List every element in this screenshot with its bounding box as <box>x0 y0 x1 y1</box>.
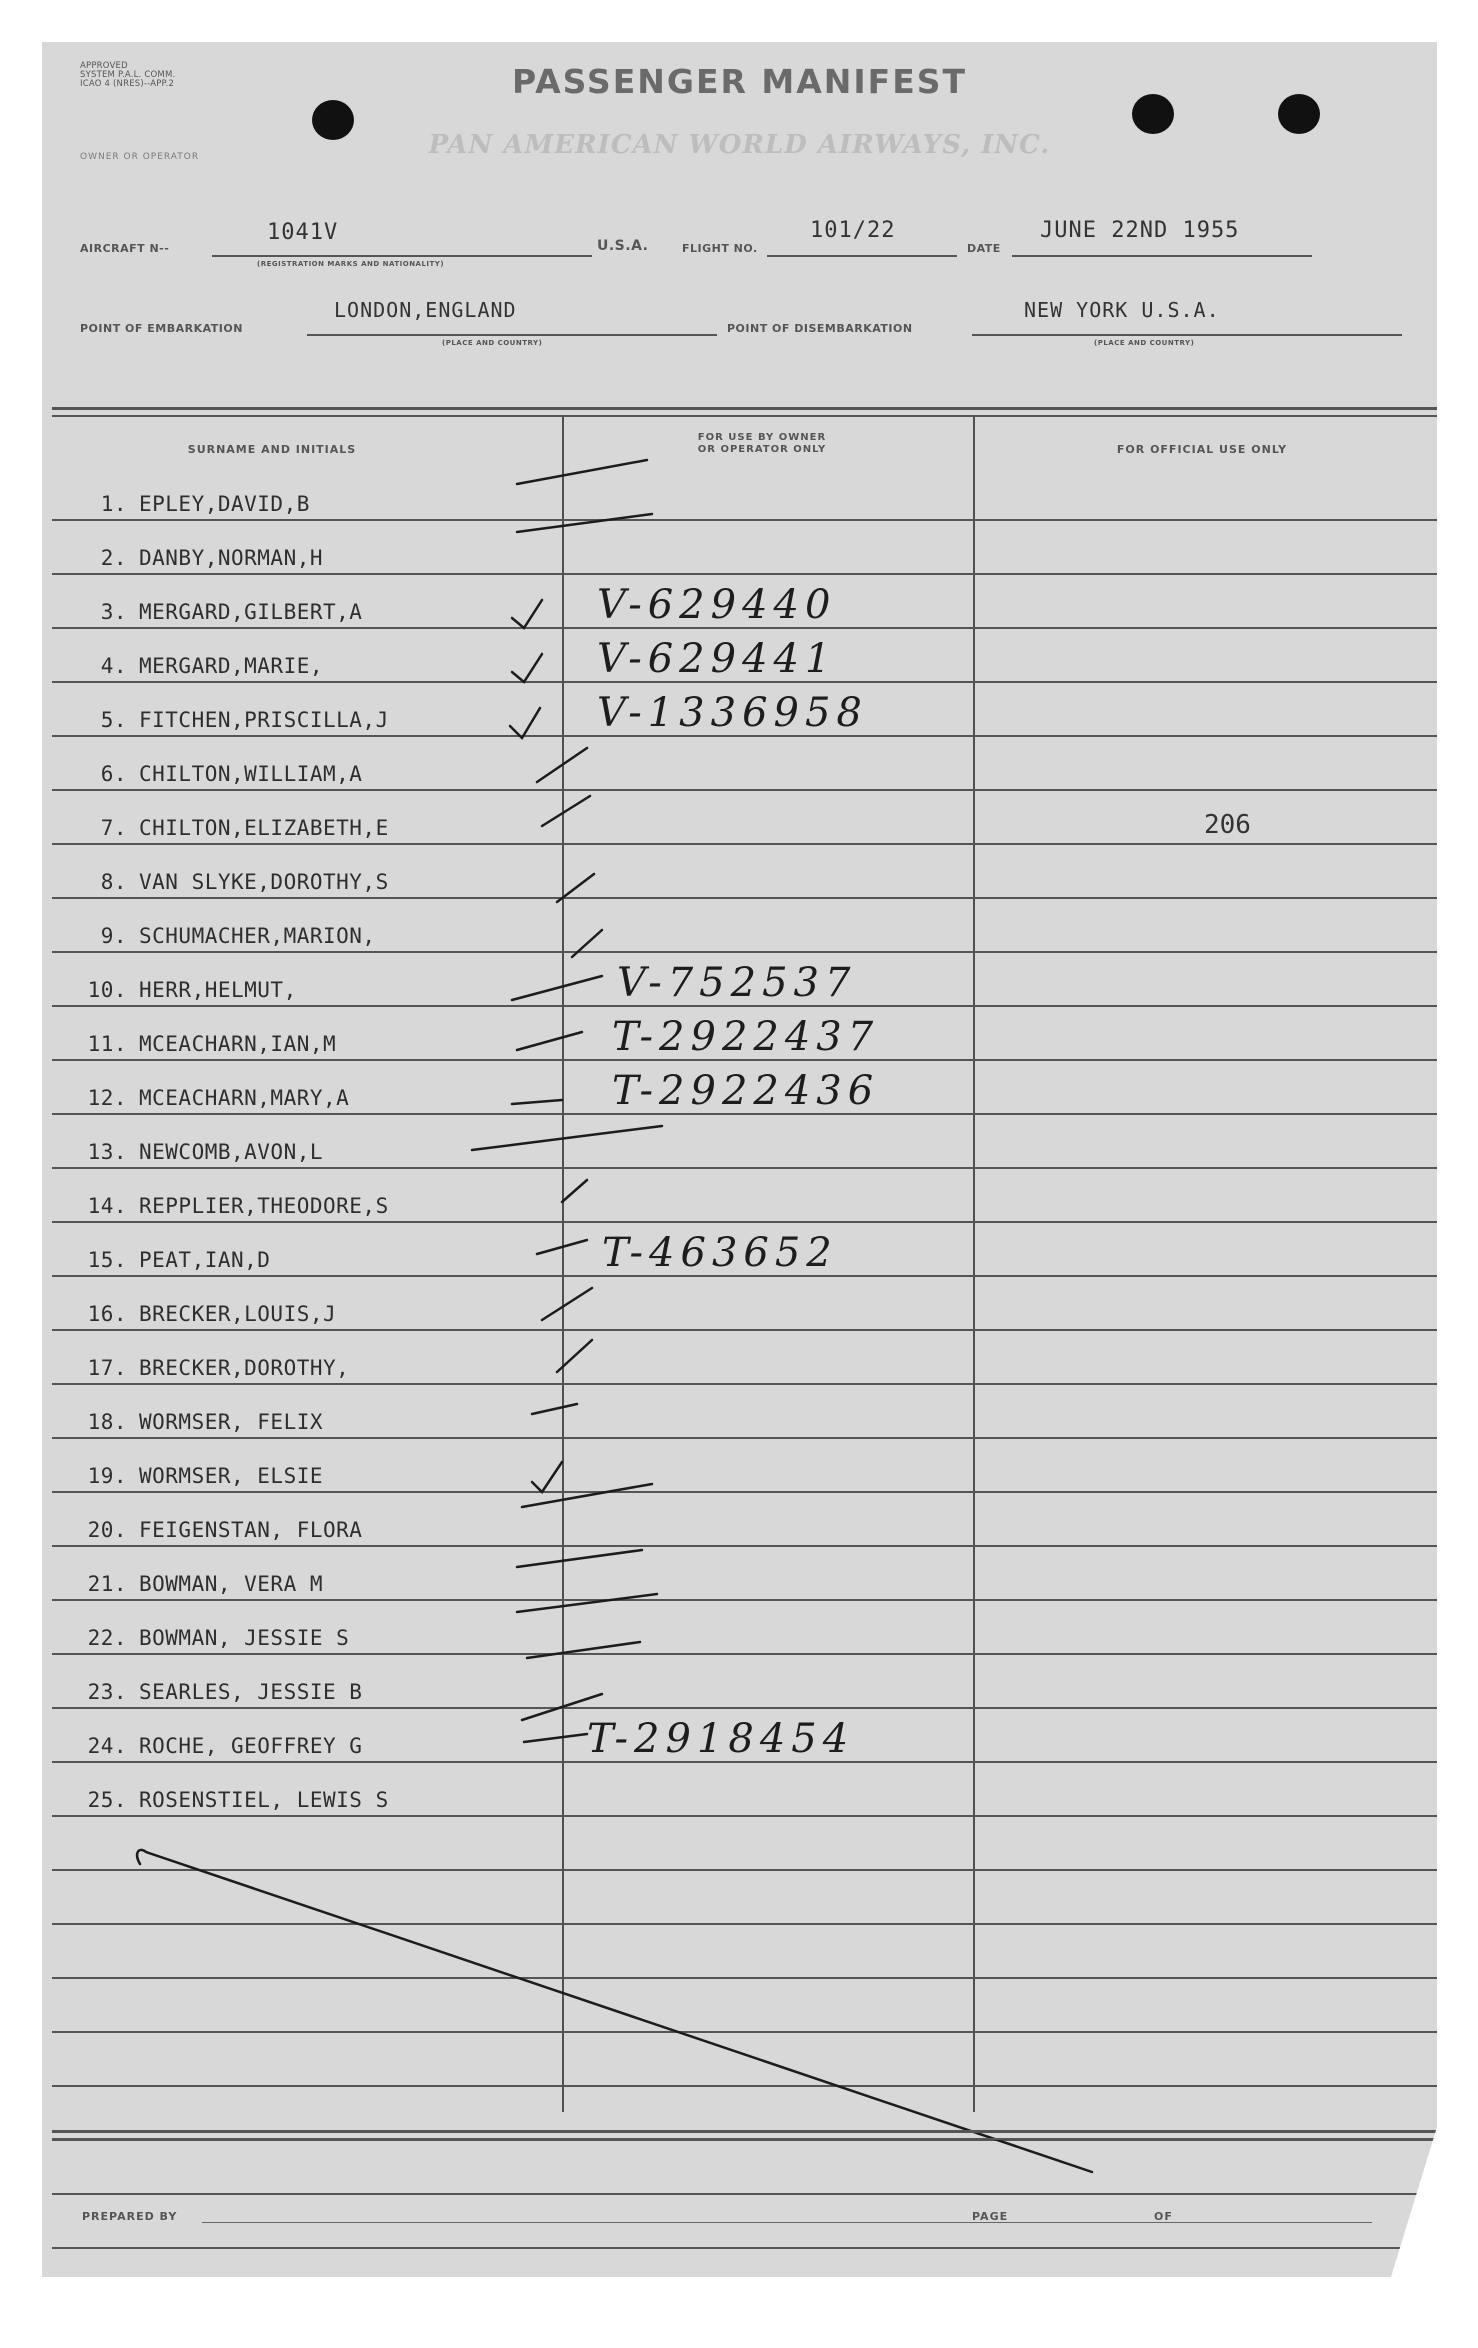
row-number: 24. <box>87 1734 127 1758</box>
tick-mark <box>522 1694 602 1720</box>
passenger-name: SCHUMACHER,MARION, <box>139 924 376 948</box>
tick-mark <box>522 1484 652 1507</box>
footer-rule <box>52 2130 1437 2133</box>
passenger-name: WORMSER, FELIX <box>139 1410 324 1434</box>
footer-underline <box>202 2222 1372 2223</box>
row-number: 15. <box>87 1248 127 1272</box>
owner-operator-label: OWNER OR OPERATOR <box>80 152 200 162</box>
row-number: 9. <box>100 924 127 948</box>
flight-number: 101/22 <box>810 218 896 243</box>
passenger-name: BOWMAN, VERA M <box>139 1572 324 1596</box>
row-number: 14. <box>87 1194 127 1218</box>
row-number: 21. <box>87 1572 127 1596</box>
tick-mark <box>517 1032 582 1050</box>
row-number: 22. <box>87 1626 127 1650</box>
column-header-names: SURNAME AND INITIALS <box>187 443 357 456</box>
country-label: U.S.A. <box>597 238 649 254</box>
passenger-name: NEWCOMB,AVON,L <box>139 1140 324 1164</box>
passenger-name: HERR,HELMUT, <box>139 978 297 1002</box>
passenger-name: BRECKER,DOROTHY, <box>139 1356 350 1380</box>
tick-mark <box>542 1288 592 1320</box>
row-number: 8. <box>100 870 127 894</box>
passenger-name: WORMSER, ELSIE <box>139 1464 324 1488</box>
tick-mark <box>542 796 590 826</box>
tick-mark <box>517 1594 657 1612</box>
aircraft-label: AIRCRAFT N-- <box>80 242 170 255</box>
tick-mark <box>517 514 652 532</box>
cancel-line <box>137 1850 1092 2172</box>
passenger-name: MCEACHARN,MARY,A <box>139 1086 350 1110</box>
row-number: 18. <box>87 1410 127 1434</box>
footer-rule <box>52 2138 1437 2140</box>
embarkation-label: POINT OF EMBARKATION <box>80 322 243 335</box>
tick-mark <box>557 874 594 902</box>
ticket-number: V-1336958 <box>597 690 868 736</box>
row-number: 3. <box>100 600 127 624</box>
row-number: 11. <box>87 1032 127 1056</box>
row-number: 1. <box>100 492 127 516</box>
flight-date: JUNE 22ND 1955 <box>1040 218 1240 243</box>
row-number: 17. <box>87 1356 127 1380</box>
tick-mark <box>537 1240 587 1254</box>
tick-mark <box>512 654 542 682</box>
disembarkation-sublabel: (PLACE AND COUNTRY) <box>1094 339 1195 347</box>
ticket-number: T-463652 <box>602 1230 838 1276</box>
passenger-name: ROCHE, GEOFFREY G <box>139 1734 363 1758</box>
page-title: PASSENGER MANIFEST <box>511 62 968 101</box>
row-number: 19. <box>87 1464 127 1488</box>
tick-mark <box>512 976 602 1000</box>
passenger-name: BRECKER,LOUIS,J <box>139 1302 337 1326</box>
row-number: 2. <box>100 546 127 570</box>
ticket-number: V-752537 <box>617 960 857 1006</box>
ticket-number: T-2918454 <box>587 1716 855 1762</box>
passenger-name: CHILTON,ELIZABETH,E <box>139 816 389 840</box>
tick-mark <box>532 1462 562 1492</box>
tick-mark <box>510 708 540 738</box>
of-label: OF <box>1154 2210 1173 2223</box>
row-number: 6. <box>100 762 127 786</box>
handwritten-marks <box>42 42 1437 2277</box>
aircraft-sublabel: (REGISTRATION MARKS AND NATIONALITY) <box>257 260 445 268</box>
tick-mark <box>537 748 587 782</box>
manifest-sheet <box>42 42 1437 2277</box>
row-number: 5. <box>100 708 127 732</box>
passenger-name: BOWMAN, JESSIE S <box>139 1626 350 1650</box>
approval-line: SYSTEM P.A.L. COMM. <box>80 70 176 80</box>
row-number: 13. <box>87 1140 127 1164</box>
prepared-by-label: PREPARED BY <box>82 2210 178 2223</box>
passenger-name: MERGARD,MARIE, <box>139 654 324 678</box>
tick-mark <box>517 1550 642 1567</box>
row-number: 16. <box>87 1302 127 1326</box>
passenger-name: DANBY,NORMAN,H <box>139 546 324 570</box>
tick-mark <box>472 1126 662 1150</box>
aircraft-number: 1041V <box>267 220 339 245</box>
tick-mark <box>557 1340 592 1372</box>
passenger-name: ROSENSTIEL, LEWIS S <box>139 1788 389 1812</box>
official-entry: 206 <box>1204 810 1251 840</box>
embarkation-point: LONDON,ENGLAND <box>334 298 517 322</box>
tick-mark <box>562 1180 587 1202</box>
tick-mark <box>524 1734 587 1742</box>
folded-corner <box>1391 2127 1437 2277</box>
column-header-owner: FOR USE BY OWNER OR OPERATOR ONLY <box>697 432 827 455</box>
tick-mark <box>512 1100 562 1104</box>
passenger-name: FITCHEN,PRISCILLA,J <box>139 708 389 732</box>
column-header-official: FOR OFFICIAL USE ONLY <box>1116 443 1288 456</box>
tick-mark <box>572 930 602 957</box>
row-number: 10. <box>87 978 127 1002</box>
disembarkation-label: POINT OF DISEMBARKATION <box>727 322 913 335</box>
ticket-number: V-629441 <box>597 636 837 682</box>
company-name: PAN AMERICAN WORLD AIRWAYS, INC. <box>428 130 1051 160</box>
passenger-name: MERGARD,GILBERT,A <box>139 600 363 624</box>
tick-mark <box>532 1404 577 1414</box>
passenger-name: FEIGENSTAN, FLORA <box>139 1518 363 1542</box>
ticket-number: V-629440 <box>597 582 837 628</box>
passenger-name: MCEACHARN,IAN,M <box>139 1032 337 1056</box>
page-label: PAGE <box>972 2210 1009 2223</box>
approval-line: APPROVED <box>80 61 128 71</box>
tick-mark <box>527 1642 640 1658</box>
embarkation-sublabel: (PLACE AND COUNTRY) <box>442 339 543 347</box>
row-number: 23. <box>87 1680 127 1704</box>
row-number: 7. <box>100 816 127 840</box>
tick-mark <box>517 460 647 484</box>
flight-label: FLIGHT NO. <box>682 242 758 255</box>
row-number: 20. <box>87 1518 127 1542</box>
passenger-name: VAN SLYKE,DOROTHY,S <box>139 870 389 894</box>
passenger-name: SEARLES, JESSIE B <box>139 1680 363 1704</box>
passenger-name: PEAT,IAN,D <box>139 1248 271 1272</box>
date-label: DATE <box>967 242 1001 255</box>
passenger-name: CHILTON,WILLIAM,A <box>139 762 363 786</box>
row-number: 12. <box>87 1086 127 1110</box>
row-number: 4. <box>100 654 127 678</box>
ticket-number: T-2922436 <box>612 1068 880 1114</box>
approval-line: ICAO 4 (NRES)--APP.2 <box>80 79 175 89</box>
row-number: 25. <box>87 1788 127 1812</box>
ticket-number: T-2922437 <box>612 1014 880 1060</box>
passenger-name: EPLEY,DAVID,B <box>139 492 310 516</box>
tick-mark <box>512 600 542 628</box>
passenger-name: REPPLIER,THEODORE,S <box>139 1194 389 1218</box>
disembarkation-point: NEW YORK U.S.A. <box>1024 298 1220 322</box>
